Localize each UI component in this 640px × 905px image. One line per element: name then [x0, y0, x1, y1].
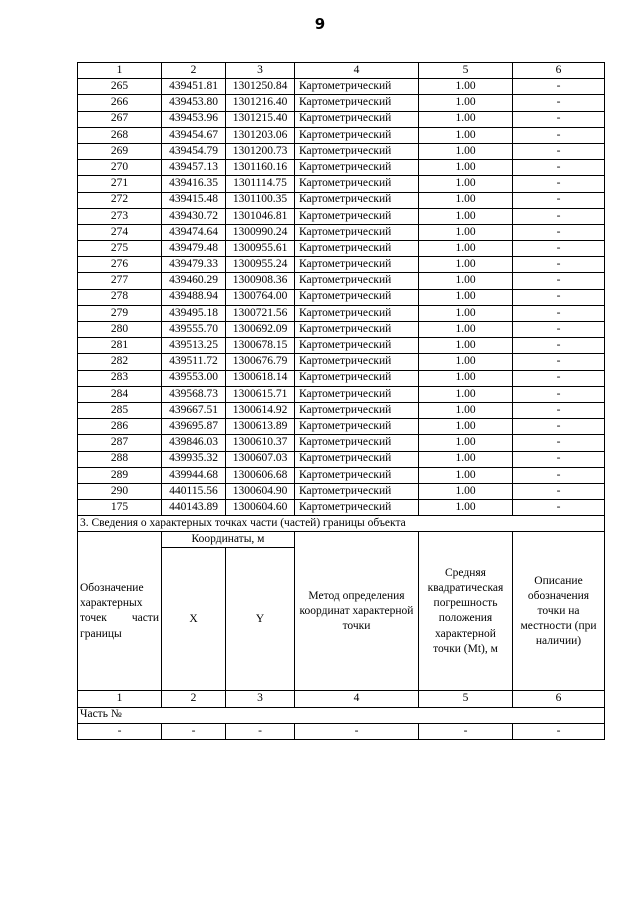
y-coordinate-cell: 1300955.24	[226, 257, 295, 273]
x-coordinate-cell: 439695.87	[162, 419, 226, 435]
table-row	[78, 143, 605, 159]
x-coordinate-cell: 439488.94	[162, 289, 226, 305]
y-coordinate-cell: 1301200.73	[226, 143, 295, 159]
description-cell: -	[513, 338, 605, 354]
part-label: Часть №	[78, 707, 605, 723]
y-coordinate-cell: 1300618.14	[226, 370, 295, 386]
error-cell: 1.00	[419, 467, 513, 483]
description-cell: -	[513, 241, 605, 257]
y-coordinate-cell: 1300990.24	[226, 224, 295, 240]
point-number-cell: 281	[78, 338, 162, 354]
error-cell: 1.00	[419, 451, 513, 467]
x-coordinate-cell: 439453.80	[162, 95, 226, 111]
table-row	[78, 370, 605, 386]
table-row	[78, 483, 605, 499]
table-row	[78, 500, 605, 516]
method-cell: Картометрический	[295, 483, 419, 499]
table-row	[78, 127, 605, 143]
error-cell: 1.00	[419, 289, 513, 305]
error-cell: 1.00	[419, 241, 513, 257]
method-cell: Картометрический	[295, 354, 419, 370]
method-cell: Картометрический	[295, 322, 419, 338]
method-cell: Картометрический	[295, 435, 419, 451]
header-y: Y	[226, 548, 295, 691]
section-3-header-top-row	[78, 532, 605, 548]
point-number-cell: 273	[78, 208, 162, 224]
error-cell: 1.00	[419, 386, 513, 402]
error-cell: 1.00	[419, 176, 513, 192]
method-cell: Картометрический	[295, 192, 419, 208]
method-cell: Картометрический	[295, 176, 419, 192]
column-number-row	[78, 63, 605, 79]
empty-cell: -	[513, 723, 605, 739]
column-number: 4	[295, 63, 419, 79]
point-number-cell: 270	[78, 160, 162, 176]
method-cell: Картометрический	[295, 111, 419, 127]
x-coordinate-cell: 439415.48	[162, 192, 226, 208]
description-cell: -	[513, 208, 605, 224]
method-cell: Картометрический	[295, 289, 419, 305]
description-cell: -	[513, 322, 605, 338]
method-cell: Картометрический	[295, 160, 419, 176]
table-row	[78, 224, 605, 240]
x-coordinate-cell: 439451.81	[162, 79, 226, 95]
method-cell: Картометрический	[295, 95, 419, 111]
header-method: Метод определения координат характерной точки	[295, 532, 419, 691]
method-cell: Картометрический	[295, 419, 419, 435]
x-coordinate-cell: 439511.72	[162, 354, 226, 370]
error-cell: 1.00	[419, 435, 513, 451]
x-coordinate-cell: 439568.73	[162, 386, 226, 402]
point-number-cell: 175	[78, 500, 162, 516]
y-coordinate-cell: 1301160.16	[226, 160, 295, 176]
column-number: 2	[162, 691, 226, 707]
error-cell: 1.00	[419, 273, 513, 289]
column-number: 4	[295, 691, 419, 707]
table-row	[78, 208, 605, 224]
header-designation: Обозначение характерных точек части границы	[78, 532, 162, 691]
x-coordinate-cell: 439935.32	[162, 451, 226, 467]
description-cell: -	[513, 483, 605, 499]
y-coordinate-cell: 1300610.37	[226, 435, 295, 451]
table-row	[78, 322, 605, 338]
x-coordinate-cell: 439846.03	[162, 435, 226, 451]
x-coordinate-cell: 439430.72	[162, 208, 226, 224]
point-number-cell: 286	[78, 419, 162, 435]
table-row	[78, 289, 605, 305]
x-coordinate-cell: 439553.00	[162, 370, 226, 386]
description-cell: -	[513, 435, 605, 451]
description-cell: -	[513, 143, 605, 159]
header-description: Описание обозначения точки на местности (при наличии)	[513, 532, 605, 691]
column-number: 1	[78, 691, 162, 707]
column-number: 1	[78, 63, 162, 79]
point-number-cell: 280	[78, 322, 162, 338]
table-row	[78, 467, 605, 483]
point-number-cell: 272	[78, 192, 162, 208]
point-number-cell: 271	[78, 176, 162, 192]
point-number-cell: 289	[78, 467, 162, 483]
y-coordinate-cell: 1301100.35	[226, 192, 295, 208]
method-cell: Картометрический	[295, 386, 419, 402]
error-cell: 1.00	[419, 160, 513, 176]
description-cell: -	[513, 176, 605, 192]
y-coordinate-cell: 1300614.92	[226, 402, 295, 418]
error-cell: 1.00	[419, 224, 513, 240]
y-coordinate-cell: 1301203.06	[226, 127, 295, 143]
x-coordinate-cell: 439457.13	[162, 160, 226, 176]
section-3-title-row	[78, 516, 605, 532]
method-cell: Картометрический	[295, 143, 419, 159]
point-number-cell: 277	[78, 273, 162, 289]
error-cell: 1.00	[419, 192, 513, 208]
table-row	[78, 79, 605, 95]
description-cell: -	[513, 386, 605, 402]
description-cell: -	[513, 500, 605, 516]
method-cell: Картометрический	[295, 338, 419, 354]
description-cell: -	[513, 160, 605, 176]
table-row	[78, 435, 605, 451]
table-row	[78, 273, 605, 289]
x-coordinate-cell: 439474.64	[162, 224, 226, 240]
y-coordinate-cell: 1300908.36	[226, 273, 295, 289]
description-cell: -	[513, 370, 605, 386]
point-number-cell: 284	[78, 386, 162, 402]
table-row	[78, 160, 605, 176]
y-coordinate-cell: 1300764.00	[226, 289, 295, 305]
method-cell: Картометрический	[295, 451, 419, 467]
error-cell: 1.00	[419, 322, 513, 338]
method-cell: Картометрический	[295, 467, 419, 483]
point-number-cell: 288	[78, 451, 162, 467]
error-cell: 1.00	[419, 111, 513, 127]
y-coordinate-cell: 1301216.40	[226, 95, 295, 111]
x-coordinate-cell: 439667.51	[162, 402, 226, 418]
y-coordinate-cell: 1300615.71	[226, 386, 295, 402]
error-cell: 1.00	[419, 419, 513, 435]
x-coordinate-cell: 440115.56	[162, 483, 226, 499]
point-number-cell: 285	[78, 402, 162, 418]
error-cell: 1.00	[419, 208, 513, 224]
point-number-cell: 279	[78, 305, 162, 321]
empty-row	[78, 723, 605, 739]
x-coordinate-cell: 440143.89	[162, 500, 226, 516]
boundary-points-table	[77, 62, 605, 740]
x-coordinate-cell: 439479.33	[162, 257, 226, 273]
method-cell: Картометрический	[295, 273, 419, 289]
empty-cell: -	[162, 723, 226, 739]
error-cell: 1.00	[419, 483, 513, 499]
method-cell: Картометрический	[295, 208, 419, 224]
x-coordinate-cell: 439416.35	[162, 176, 226, 192]
y-coordinate-cell: 1300604.60	[226, 500, 295, 516]
table-row	[78, 402, 605, 418]
column-number: 6	[513, 691, 605, 707]
point-number-cell: 287	[78, 435, 162, 451]
table-row	[78, 419, 605, 435]
error-cell: 1.00	[419, 354, 513, 370]
y-coordinate-cell: 1300606.68	[226, 467, 295, 483]
y-coordinate-cell: 1300721.56	[226, 305, 295, 321]
method-cell: Картометрический	[295, 402, 419, 418]
description-cell: -	[513, 451, 605, 467]
section-3-body	[78, 516, 605, 740]
y-coordinate-cell: 1300613.89	[226, 419, 295, 435]
x-coordinate-cell: 439479.48	[162, 241, 226, 257]
column-number: 2	[162, 63, 226, 79]
x-coordinate-cell: 439453.96	[162, 111, 226, 127]
table-row	[78, 241, 605, 257]
table-row	[78, 386, 605, 402]
error-cell: 1.00	[419, 79, 513, 95]
table-row	[78, 451, 605, 467]
method-cell: Картометрический	[295, 305, 419, 321]
method-cell: Картометрический	[295, 79, 419, 95]
description-cell: -	[513, 192, 605, 208]
y-coordinate-cell: 1300955.61	[226, 241, 295, 257]
y-coordinate-cell: 1301046.81	[226, 208, 295, 224]
point-number-cell: 275	[78, 241, 162, 257]
method-cell: Картометрический	[295, 127, 419, 143]
x-coordinate-cell: 439513.25	[162, 338, 226, 354]
table-row	[78, 192, 605, 208]
header-coordinates: Координаты, м	[162, 532, 295, 548]
error-cell: 1.00	[419, 370, 513, 386]
method-cell: Картометрический	[295, 241, 419, 257]
table-row	[78, 95, 605, 111]
description-cell: -	[513, 224, 605, 240]
description-cell: -	[513, 111, 605, 127]
column-number: 6	[513, 63, 605, 79]
error-cell: 1.00	[419, 500, 513, 516]
y-coordinate-cell: 1300678.15	[226, 338, 295, 354]
point-number-cell: 269	[78, 143, 162, 159]
point-number-cell: 265	[78, 79, 162, 95]
empty-cell: -	[226, 723, 295, 739]
description-cell: -	[513, 354, 605, 370]
section-3-title: 3. Сведения о характерных точках части (частей) границы объекта	[78, 516, 605, 532]
point-number-cell: 278	[78, 289, 162, 305]
y-coordinate-cell: 1301250.84	[226, 79, 295, 95]
x-coordinate-cell: 439454.67	[162, 127, 226, 143]
header-error: Средняя квадратическая погрешность положения характерной точки (Mt), м	[419, 532, 513, 691]
header-x: X	[162, 548, 226, 691]
y-coordinate-cell: 1300676.79	[226, 354, 295, 370]
y-coordinate-cell: 1301114.75	[226, 176, 295, 192]
x-coordinate-cell: 439944.68	[162, 467, 226, 483]
column-number: 3	[226, 63, 295, 79]
column-number: 3	[226, 691, 295, 707]
empty-cell: -	[419, 723, 513, 739]
point-number-cell: 274	[78, 224, 162, 240]
method-cell: Картометрический	[295, 257, 419, 273]
point-number-cell: 267	[78, 111, 162, 127]
y-coordinate-cell: 1300607.03	[226, 451, 295, 467]
method-cell: Картометрический	[295, 370, 419, 386]
error-cell: 1.00	[419, 402, 513, 418]
description-cell: -	[513, 79, 605, 95]
error-cell: 1.00	[419, 338, 513, 354]
y-coordinate-cell: 1300604.90	[226, 483, 295, 499]
description-cell: -	[513, 419, 605, 435]
error-cell: 1.00	[419, 95, 513, 111]
table-row	[78, 257, 605, 273]
column-number: 5	[419, 63, 513, 79]
point-number-cell: 283	[78, 370, 162, 386]
table-row	[78, 354, 605, 370]
x-coordinate-cell: 439460.29	[162, 273, 226, 289]
empty-cell: -	[78, 723, 162, 739]
table-row	[78, 305, 605, 321]
x-coordinate-cell: 439454.79	[162, 143, 226, 159]
description-cell: -	[513, 467, 605, 483]
error-cell: 1.00	[419, 257, 513, 273]
table-body	[78, 63, 605, 516]
x-coordinate-cell: 439555.70	[162, 322, 226, 338]
error-cell: 1.00	[419, 305, 513, 321]
description-cell: -	[513, 402, 605, 418]
point-number-cell: 266	[78, 95, 162, 111]
description-cell: -	[513, 289, 605, 305]
section-3-column-number-row	[78, 691, 605, 707]
description-cell: -	[513, 305, 605, 321]
method-cell: Картометрический	[295, 224, 419, 240]
method-cell: Картометрический	[295, 500, 419, 516]
error-cell: 1.00	[419, 127, 513, 143]
description-cell: -	[513, 95, 605, 111]
description-cell: -	[513, 127, 605, 143]
table-row	[78, 176, 605, 192]
point-number-cell: 282	[78, 354, 162, 370]
page-number: 9	[314, 15, 326, 33]
point-number-cell: 276	[78, 257, 162, 273]
x-coordinate-cell: 439495.18	[162, 305, 226, 321]
point-number-cell: 268	[78, 127, 162, 143]
table-row	[78, 111, 605, 127]
table-row	[78, 338, 605, 354]
error-cell: 1.00	[419, 143, 513, 159]
description-cell: -	[513, 257, 605, 273]
empty-cell: -	[295, 723, 419, 739]
y-coordinate-cell: 1301215.40	[226, 111, 295, 127]
column-number: 5	[419, 691, 513, 707]
part-row	[78, 707, 605, 723]
point-number-cell: 290	[78, 483, 162, 499]
y-coordinate-cell: 1300692.09	[226, 322, 295, 338]
description-cell: -	[513, 273, 605, 289]
